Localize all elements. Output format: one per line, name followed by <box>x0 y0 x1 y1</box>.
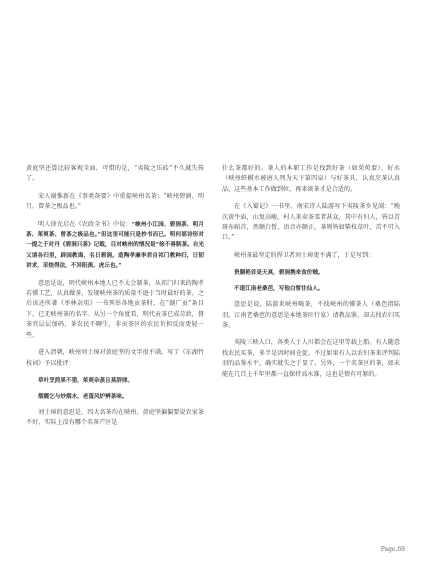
paragraph: 宋人谢惟新在《事类备要》中重提峡州名茶：“峡州碧涧、明月、曾茶之极品也。” <box>26 192 204 211</box>
paragraph: 夷陵三峡人口，各类人士人川都会在这里等载上船。有人随意找农民买茶，多半是因时间仓促。不过如果有人以农妇茶来评判陆羽的品鉴水平，确实就失之于显了。另外，一个名茶区的茶，如未能在几百上千年里都一直保持高水准，这也是情有可原的。 <box>222 339 400 378</box>
left-column <box>26 164 204 436</box>
right-column <box>222 164 400 387</box>
paragraph: 意思是说，明代峡州本地人已不太会制茶，从祁门归来的陶孝若懂工艺，认真做茶，发现峡州茶的质量不逊于当时最好的茶。之后该还所著《枣林杂俎》一书列举各地贡茶时，在“湖广贡”条目下，已无峡州茶的名字。从另一个角度看，明代贡茶已成苛政，督茶官层层加码，茶农民不聊生，非贡茶区的农民负担反而更轻一些。 <box>26 279 204 339</box>
poem-line: 不道江南老桑芭，写他白皙往仙人。 <box>234 286 324 293</box>
paragraph: 在《入蜀记》一书里，南宋诗人陆游写下夷陵茶乡见闻：“晚次黄牛庙，山复高峻。村人来卖茶菜者甚众，其中有妇人，皆以青斑布帕首，然颇白皙，语音亦颇正。茶则皆如柴枝草叶，苦不可入口。” <box>222 203 400 242</box>
page-number: Page.69 <box>380 546 405 553</box>
paragraph: 什么茶都好的。茶人的本职工作是找到好茶（如茱萸蒙），好水（峡州虾蟆水被唐人列为天下第四泉）与好茶具，认真烹茶认真品，这些基本工作做到位，再来谈茶才是合适的。 <box>222 165 400 193</box>
poem-line: 贵胭艳首是天真，碧涧携来食价贼。 <box>234 270 324 277</box>
paragraph <box>26 220 204 272</box>
bold-quote: “峡州小江园、碧涧茶、明月茶、茱萸茶、曾茶之极品也。”但这里可能只是抄书而已。明何部诗形对一提之于对丹《碧涧只茶》记载，目对峡州的情况是“徐不善制茶。自光又请各归里，辟园教诲，名日碧涧。造陶孝廉李君自祁门教种归，日韧讲求，采焙得法，不异阳羡、虎丘也。” <box>26 221 205 270</box>
poem-line: 烟霞乞与炒烟水，老蛋风炉辨茶味。 <box>38 393 128 400</box>
paragraph: 刘士璋的意思是，四大名茶均在峡州，黄庭坚偏偏要说农家茶不好，实际上没有哪个名茶产区是 <box>26 408 204 427</box>
paragraph: 意思是说，陆游来峡州喝茶，不找峡州的懂茶人（桑芭指陆羽，江南老桑芭的意思是本地茶叶行家）请教品鉴，却去找农妇买茶。 <box>222 301 400 330</box>
paragraph: 进入清朝，峡州刘士璋对黄庭坚的文字很不满，写了《东湖竹枝词》予以批评： <box>26 349 204 367</box>
paragraph: 峡州茶最坚定的捍卫者刘士璋更不满了，于是写到： <box>234 251 375 259</box>
poem-line: 草叶烹煎果不猎，茱萸杂蒸且莫辞律。 <box>38 377 134 384</box>
paragraph: 黄庭坚还算比较客观全面。可惜的是，“夷陵之压砖”不久就失传了。 <box>26 165 204 183</box>
paragraph-text: 明人徐光启在《农政全书》中说： <box>38 220 132 228</box>
